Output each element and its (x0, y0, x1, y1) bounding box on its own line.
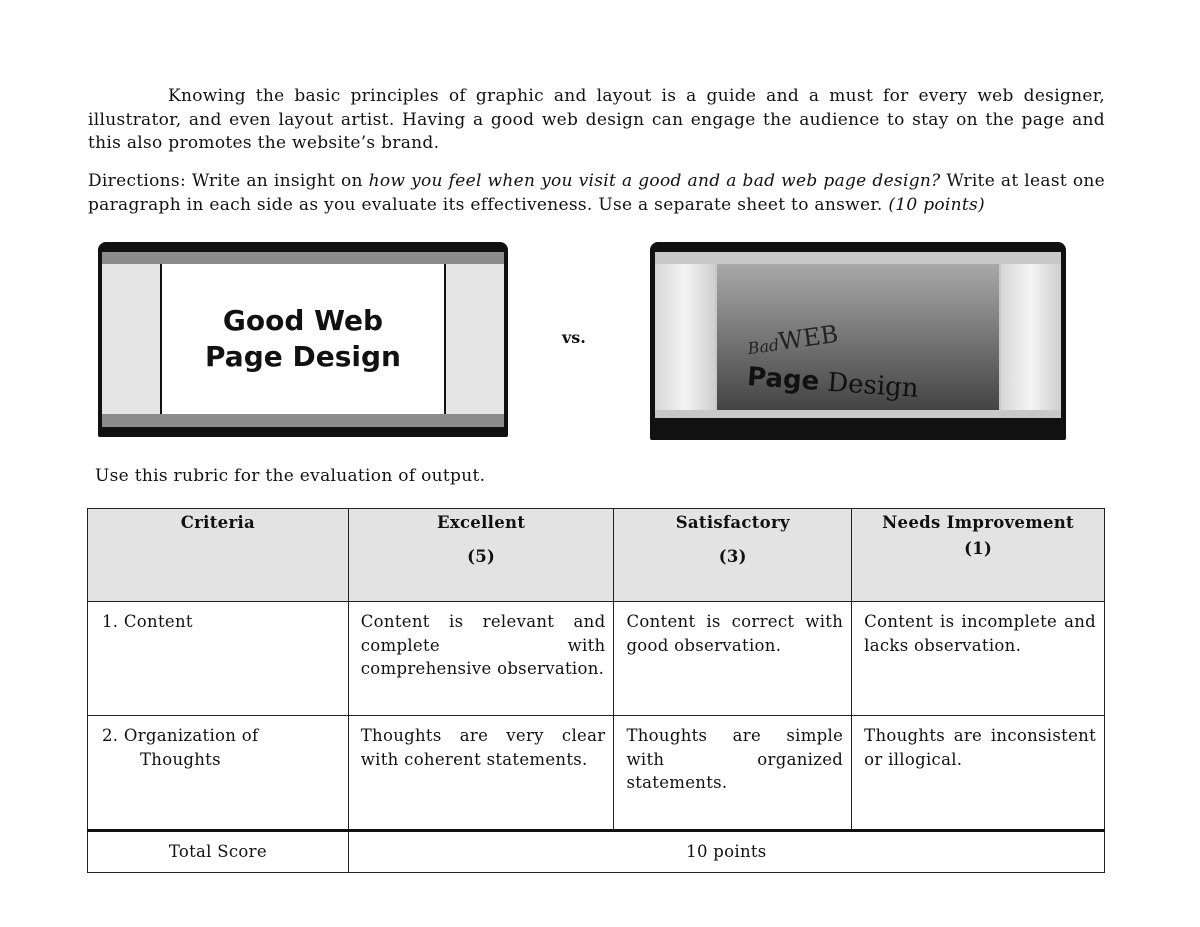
header-excellent (348, 509, 614, 602)
rubric-table (87, 508, 1105, 873)
header-band (102, 252, 504, 264)
directions-paragraph (88, 170, 1105, 217)
good-title-line2: Page Design (205, 340, 401, 373)
total-value: 10 points (348, 831, 1104, 873)
bad-title-line2 (746, 362, 919, 404)
criteria-cell: 1. Content (88, 602, 349, 716)
table-row (88, 602, 1105, 716)
good-screen (162, 264, 444, 414)
bad-screen (717, 264, 999, 410)
satisfactory-cell: Content is correct with good observation. (614, 602, 852, 716)
header-score: (1) (964, 538, 993, 558)
excellent-cell: Thoughts are very clear with coherent statements. (348, 716, 614, 831)
directions-question: how you feel when you visit a good and a bad web page design? (368, 171, 941, 191)
web-word: WEB (776, 319, 840, 356)
total-label: Total Score (88, 831, 349, 873)
good-title-line1: Good Web (222, 304, 384, 337)
header-label: Excellent (436, 513, 526, 532)
page-word: Page (746, 362, 821, 398)
left-sidebar (655, 264, 715, 410)
table-header-row (88, 509, 1105, 602)
footer-band (102, 414, 504, 427)
needs-improvement-cell: Thoughts are inconsistent or illogical. (852, 716, 1105, 831)
excellent-cell: Content is relevant and complete with comprehensive observation. (348, 602, 614, 716)
directions-lead: Directions: Write an insight on (88, 171, 369, 191)
left-sidebar (102, 264, 160, 414)
satisfactory-cell: Thoughts are simple with organized statements. (614, 716, 852, 831)
good-web-design-image (98, 242, 508, 437)
bad-title-line1 (745, 320, 839, 360)
header-needs-improvement (852, 509, 1105, 602)
header-label: Criteria (180, 513, 255, 532)
vs-label: vs. (562, 328, 586, 347)
criteria-cell: 2. Organization of Thoughts (88, 716, 349, 831)
directions-points: (10 points) (888, 194, 985, 215)
directions-rest: Write at least one paragraph in each side as you evaluate its effectiveness. Use a separate sheet to answer. (88, 171, 1105, 215)
needs-improvement-cell: Content is incomplete and lacks observation. (852, 602, 1105, 716)
total-row (88, 831, 1105, 873)
header-score: (5) (467, 546, 496, 566)
intro-paragraph: Knowing the basic principles of graphic and layout is a guide and a must for every web designer, illustrator, and even layout artist. Having a good web design can engage the audience to stay on the page and this also promotes the website’s brand. (88, 86, 1105, 154)
header-label: Needs Improvement (882, 513, 1074, 532)
header-criteria (88, 509, 349, 602)
header-score: (3) (718, 546, 747, 566)
right-sidebar (446, 264, 504, 414)
design-word: Design (826, 367, 920, 404)
header-label: Satisfactory (675, 513, 790, 532)
bad-word: Bad (746, 335, 781, 359)
header-satisfactory (614, 509, 852, 602)
bad-web-design-image (650, 242, 1066, 440)
table-row (88, 716, 1105, 831)
right-sidebar (1001, 264, 1061, 410)
rubric-note: Use this rubric for the evaluation of output. (95, 466, 486, 486)
